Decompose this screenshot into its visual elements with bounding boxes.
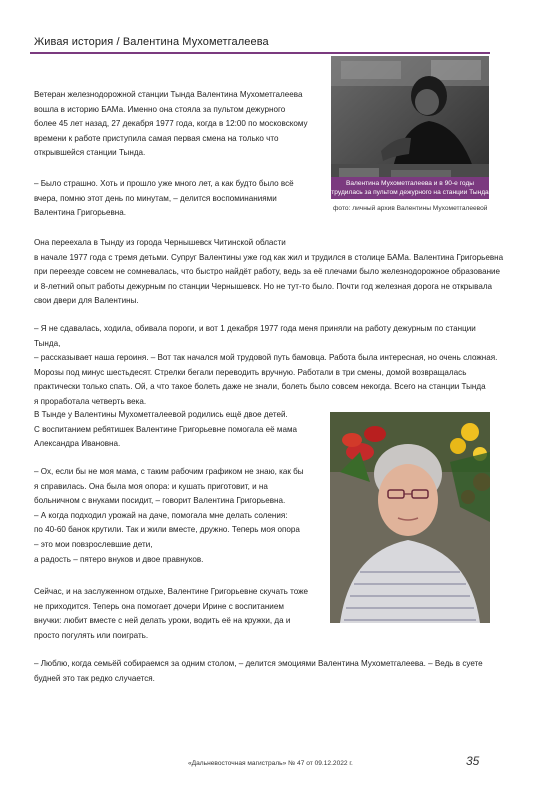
header-rule — [30, 52, 490, 54]
article-paragraph-2: – Было страшно. Хоть и прошло уже много лет, а как будто было всё вчера, помню этот день по минутам, – делится воспоминаниями Валентина Григорьевна. — [34, 179, 294, 218]
article-paragraph-5: В Тынде у Валентины Мухометгалеевой родились ещё двое детей. С воспитанием ребятишек Валентине Григорьевне помогала её мама Александра Ивановна. — [34, 410, 298, 449]
article-paragraph-3: Она переехала в Тынду из города Чернышевск Читинской области в начале 1977 года с тремя детьми. Супруг Валентины уже год как жил и трудился в столице БАМа. Валентина Григорьевна при переезде совсем не сомневалась, что быстро найдёт работу, ведь за её плечами было железнодорожное образование и 8-летний опыт работы дежурным по станции Чернышевск. Но не тут-то было. Почти год железная дорога не открывала свои двери для Валентины. — [34, 238, 504, 306]
portrait-photo — [330, 412, 490, 623]
article-paragraph-4: – Я не сдавалась, ходила, обивала пороги, и вот 1 декабря 1977 года меня приняли на работу дежурным по станции Тында, – рассказывает наша героиня. – Вот так начался мой трудовой путь бамовца. Работа была интересная, но очень сложная. Морозы под минус шестьдесят. Стрелки бегали переводить вручную. Работали в три смены, домой возвращалась практически только спать. Ой, а что такое болеть даже не знали, болеть было совсем некогда. Всего на станции Тында я проработала четверть века. — [34, 324, 498, 406]
article-paragraph-6: – Ох, если бы не моя мама, с таким рабочим графиком не знаю, как бы я справилась. Она была моя опора: и кушать приготовит, и на больничном с внуками посидит, – говорит Валентина Григорьевна. – А когда подходил урожай на даче, помогала мне делать соления: по 40-60 банок крутили. Так и жили вместе, дружно. Теперь моя опора – это мои повзрослевшие дети, а радость – пятеро внуков и двое правнуков. — [34, 467, 304, 564]
article-paragraph-8: – Люблю, когда семьёй собираемся за одним столом, – делится эмоциями Валентина Мухометгалеева. – Ведь в суете будней это так редко случается. — [34, 659, 483, 683]
archive-photo-caption: Валентина Мухометгалеева и в 90-е годы трудилась за пультом дежурного на станции Тында — [331, 177, 489, 199]
footer-publication: «Дальневосточная магистраль» № 47 от 09.12.2022 г. — [188, 760, 353, 767]
photo-credit: фото: личный архив Валентины Мухометгалеевой — [333, 205, 488, 212]
portrait-photo-image — [330, 412, 490, 623]
page-header-title: Живая история / Валентина Мухометгалеева — [34, 36, 269, 48]
article-paragraph-1: Ветеран железнодорожной станции Тында Валентина Мухометгалеева вошла в историю БАМа. Именно она стояла за пультом дежурного более 45 лет назад, 27 декабря 1977 года, когда в 12:00 по московскому времени к работе приступила самая первая смена на только что открывшейся станции Тында. — [34, 90, 308, 158]
article-paragraph-7: Сейчас, и на заслуженном отдыхе, Валентине Григорьевне скучать тоже не приходится. Теперь она помогает дочери Ирине с воспитанием внучки: любит вместе с ней делать уроки, водить её на кружки, да и просто погулять или поиграть. — [34, 587, 309, 640]
page-number: 35 — [466, 754, 480, 768]
